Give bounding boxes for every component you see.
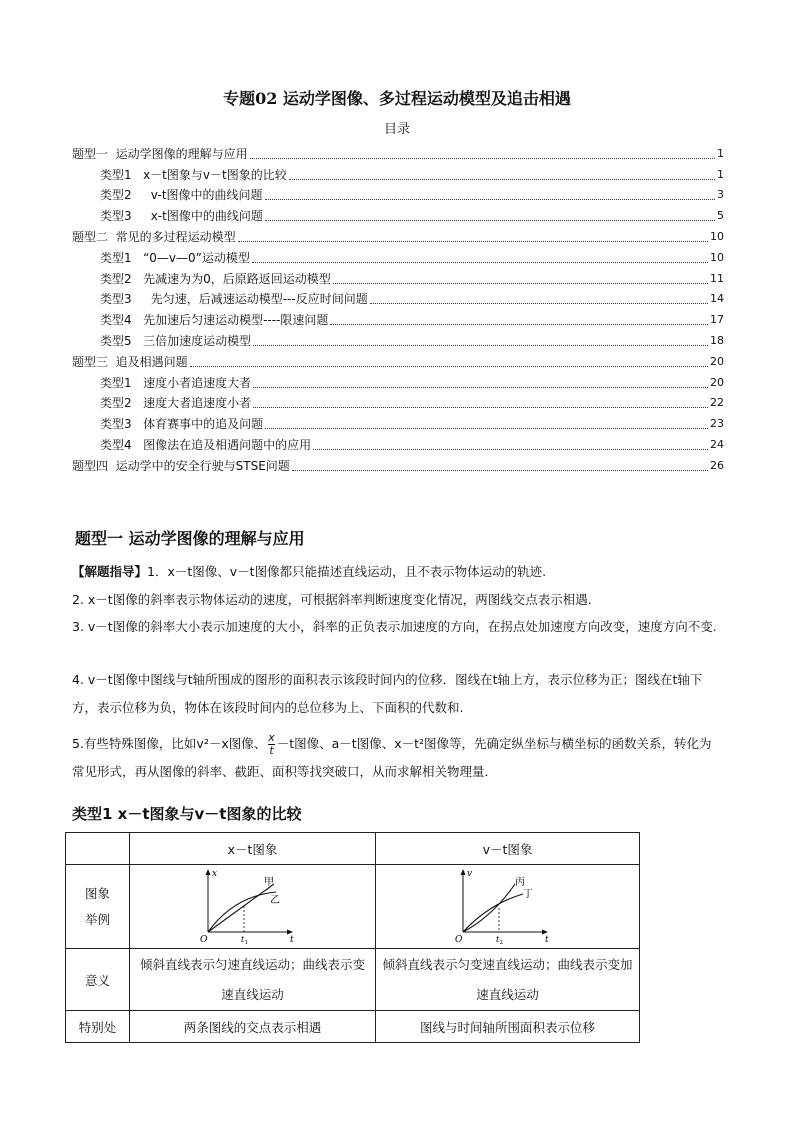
col-header-vt: v－t图象 — [376, 833, 640, 865]
guide-text-1: 1．x－t图像、v－t图像都只能描述直线运动，且不表示物体运动的轨迹. — [147, 564, 547, 579]
toc-entry-label: 类型4 先加速后匀速运动模型----限速问题 — [100, 313, 329, 328]
toc-leader-dots — [253, 387, 708, 388]
toc-page-number: 22 — [710, 396, 724, 410]
special-vt: 图线与时间轴所围面积表示位移 — [376, 1011, 640, 1043]
guide-text-5b: －t图像、a－t图像、x－t²图像等，先确定纵坐标与横坐标的函数关系，转化为常见形式，再从图像的斜率、截距、面积等找突破口，从而求解相关物理量． — [72, 736, 712, 779]
toc-entry-label: 类型5 三倍加速度运动模型 — [100, 333, 252, 348]
vt-tick-sub: 2 — [499, 940, 503, 944]
xt-curve-b-label: 乙 — [269, 895, 280, 906]
toc-entry-label: 类型3 x-t图像中的曲线问题 — [100, 209, 263, 224]
toc-page-number: 24 — [710, 437, 724, 451]
toc-entry-type[interactable] — [72, 183, 724, 204]
toc-entry-type[interactable] — [72, 391, 724, 412]
xt-curve-a — [208, 884, 274, 932]
guide-paragraph-5 — [72, 730, 722, 786]
toc-leader-dots — [265, 428, 708, 429]
graph-cell-xt — [130, 865, 376, 949]
toc-page-number: 18 — [710, 333, 724, 347]
row-label-examples — [66, 865, 130, 949]
xt-x-label: t — [289, 935, 294, 944]
vt-tick-label: t — [495, 935, 499, 944]
toc-page-number: 17 — [710, 313, 724, 327]
meaning-xt: 倾斜直线表示匀速直线运动；曲线表示变速直线运动 — [130, 949, 376, 1011]
table-of-contents — [72, 141, 724, 474]
toc-entry-label: 题型三 追及相遇问题 — [72, 354, 188, 369]
xt-y-axis-arrow — [205, 869, 210, 875]
toc-leader-dots — [250, 158, 715, 159]
table-corner-cell — [66, 833, 130, 865]
toc-entry-label: 类型1 “0—v—0”运动模型 — [100, 250, 250, 265]
guide-label: 【解题指导】 — [72, 564, 148, 579]
toc-page-number: 20 — [710, 375, 724, 389]
fraction-denominator: t — [269, 744, 274, 757]
table-row-special — [66, 1011, 640, 1043]
row-label-examples-text: 图象 举例 — [84, 885, 110, 927]
toc-leader-dots — [238, 241, 708, 242]
toc-page-number: 26 — [710, 458, 724, 472]
document-title: 专题02 运动学图像、多过程运动模型及追击相遇 — [223, 89, 571, 108]
toc-page-number: 1 — [717, 146, 724, 160]
toc-entry-label: 类型1 x－t图象与v－t图象的比较 — [100, 167, 287, 182]
toc-entry-label: 类型2 速度大者追速度小者 — [100, 396, 252, 411]
toc-entry-type[interactable] — [72, 203, 724, 224]
toc-entry-type[interactable] — [72, 266, 724, 287]
toc-leader-dots — [252, 262, 708, 263]
vt-origin-label: O — [454, 935, 462, 944]
toc-entry-label: 类型1 速度小者追速度大者 — [100, 375, 252, 390]
vt-y-axis-arrow — [460, 869, 465, 875]
toc-entry-section[interactable] — [72, 224, 724, 245]
vt-curve-b-label: 丁 — [522, 889, 533, 900]
toc-entry-type[interactable] — [72, 307, 724, 328]
subsection-heading: 类型1 x－t图象与v－t图象的比较 — [72, 805, 302, 823]
xt-origin-label: O — [199, 935, 207, 944]
toc-page-number: 10 — [710, 229, 724, 243]
toc-leader-dots — [370, 303, 708, 304]
section-heading: 题型一 运动学图像的理解与应用 — [75, 529, 305, 548]
toc-entry-section[interactable] — [72, 349, 724, 370]
toc-page-number: 5 — [717, 209, 724, 223]
toc-entry-type[interactable] — [72, 370, 724, 391]
fraction-numerator: x — [268, 731, 275, 744]
toc-leader-dots — [330, 324, 708, 325]
toc-entry-type[interactable] — [72, 432, 724, 453]
vt-y-label: v — [466, 869, 472, 879]
toc-leader-dots — [253, 407, 708, 408]
toc-entry-label: 题型四 运动学中的安全行驶与STSE问题 — [72, 458, 290, 473]
meaning-vt: 倾斜直线表示匀变速直线运动；曲线表示变加速直线运动 — [376, 949, 640, 1011]
guide-paragraph-3: 3. v－t图像的斜率大小表示加速度的大小，斜率的正负表示加速度的方向，在拐点处加速度方向改变，速度方向不变. — [72, 619, 717, 634]
toc-page-number: 23 — [710, 417, 724, 431]
toc-leader-dots — [313, 449, 708, 450]
toc-entry-type[interactable] — [72, 411, 724, 432]
toc-entry-label: 类型3 先匀速，后减速运动模型---反应时间问题 — [100, 292, 368, 307]
xt-graph — [198, 866, 308, 944]
toc-page-number: 14 — [710, 292, 724, 306]
toc-page-number: 10 — [710, 250, 724, 264]
table-row-examples — [66, 865, 640, 949]
toc-heading: 目录 — [383, 122, 410, 137]
toc-leader-dots — [265, 199, 715, 200]
xt-x-axis-arrow — [287, 930, 293, 935]
table-header-row — [66, 833, 640, 865]
toc-entry-type[interactable] — [72, 245, 724, 266]
col-header-xt: x－t图象 — [130, 833, 376, 865]
guide-paragraph-2: 2. x－t图像的斜率表示物体运动的速度，可根据斜率判断速度变化情况，两图线交点表示相遇. — [72, 592, 592, 607]
toc-entry-label: 类型2 先减速为为0，后原路返回运动模型 — [100, 271, 331, 286]
vt-x-axis-arrow — [542, 930, 548, 935]
fraction-x-over-t — [268, 732, 275, 757]
xt-y-label: x — [211, 869, 217, 879]
comparison-table — [65, 832, 640, 1043]
xt-tick-sub: 1 — [244, 940, 248, 944]
guide-paragraph-1 — [72, 558, 722, 586]
toc-entry-label: 类型4 图像法在追及相遇问题中的应用 — [100, 437, 312, 452]
xt-tick-label: t — [240, 935, 244, 944]
toc-leader-dots — [292, 470, 708, 471]
vt-x-label: t — [544, 935, 549, 944]
guide-paragraph-4: 4. v－t图像中图线与t轴所围成的图形的面积表示该段时间内的位移．图线在t轴上方，表示位移为正；图线在t轴下方，表示位移为负，物体在该段时间内的总位移为上、下面积的代数和. — [72, 672, 703, 715]
row-label-special: 特别处 — [66, 1011, 130, 1043]
toc-entry-type[interactable] — [72, 328, 724, 349]
vt-graph — [453, 866, 563, 944]
toc-leader-dots — [289, 179, 715, 180]
vt-curve-a-label: 丙 — [514, 877, 525, 888]
special-xt: 两条图线的交点表示相遇 — [130, 1011, 376, 1043]
row-label-meaning: 意义 — [66, 949, 130, 1011]
toc-entry-section[interactable] — [72, 453, 724, 474]
toc-page-number: 3 — [717, 188, 724, 202]
toc-entry-type[interactable] — [72, 162, 724, 183]
xt-curve-a-label: 甲 — [263, 877, 274, 888]
toc-leader-dots — [333, 283, 708, 284]
toc-entry-label: 题型一 运动学图像的理解与应用 — [72, 146, 248, 161]
toc-leader-dots — [265, 220, 715, 221]
toc-entry-label: 类型2 v-t图像中的曲线问题 — [100, 188, 263, 203]
toc-entry-label: 类型3 体育赛事中的追及问题 — [100, 417, 264, 432]
toc-entry-section[interactable] — [72, 141, 724, 162]
toc-entry-type[interactable] — [72, 287, 724, 308]
table-row-meaning — [66, 949, 640, 1011]
xt-curve-b — [208, 892, 276, 932]
toc-leader-dots — [190, 366, 708, 367]
toc-page-number: 1 — [717, 167, 724, 181]
guide-text-5a: 5.有些特殊图像，比如v²－x图像、 — [72, 736, 267, 751]
toc-leader-dots — [253, 345, 708, 346]
toc-page-number: 20 — [710, 354, 724, 368]
toc-page-number: 11 — [710, 271, 724, 285]
graph-cell-vt — [376, 865, 640, 949]
toc-entry-label: 题型二 常见的多过程运动模型 — [72, 229, 236, 244]
